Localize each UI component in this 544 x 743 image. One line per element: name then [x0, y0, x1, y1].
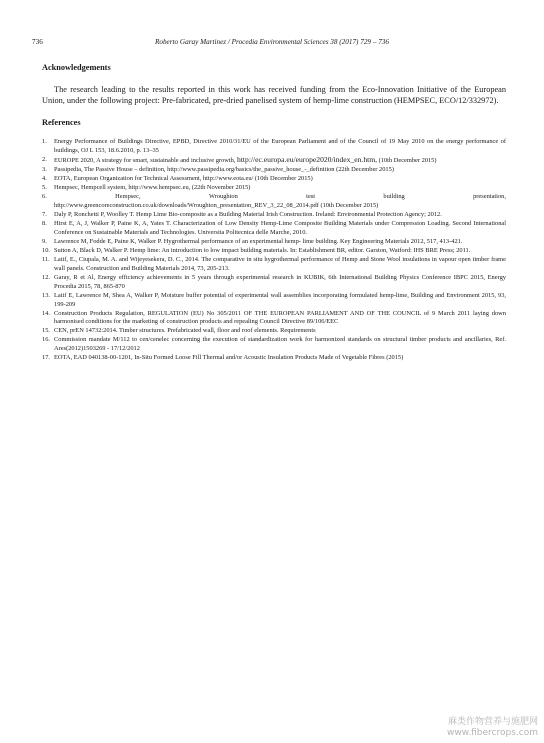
reference-first-line — [42, 193, 506, 202]
page-content — [42, 62, 506, 363]
reference-number: 14. — [42, 309, 50, 317]
reference-word: test — [306, 193, 316, 201]
reference-item-10 — [42, 247, 506, 256]
reference-date: (10th December 2015) — [378, 157, 437, 165]
reference-item-15 — [42, 327, 506, 336]
reference-text: Construction Products Regulation, REGULATION (EU) No 305/2011 OF THE EUROPEAN PARLIAMENT AND OF THE COUNCIL of 9 March 2011 laying down harmonised conditions for the marketing of construction products and repealing Council Directive 89/106/EEC — [54, 309, 506, 326]
reference-item-11 — [42, 256, 506, 274]
reference-item-4 — [42, 175, 506, 184]
reference-text: Latif E, Lawrence M, Shea A, Walker P, Moisture buffer potential of experimental wall assemblies incorporating formulated hemp-lime, Building and Environment 2015, 93, 199-209 — [54, 291, 506, 308]
references-heading: References — [42, 118, 81, 128]
reference-number: 4. — [42, 175, 47, 183]
reference-text: Sutton A, Black D, Walker P. Hemp lime: An introduction to low impact building materials. In: Establishment BR, editor. Garston, Watford: IHS BRE Press; 2011. — [54, 246, 471, 254]
acknowledgements-text: The research leading to the results reported in this work has received funding from the Eco-Innovation Initiative of the European Union, under the following project: Pre-fabricated, pre-dried panelised system of hemp-lime construction (HEMPSEC, ECO/12/332972). — [42, 85, 506, 106]
reference-number: 8. — [42, 219, 47, 227]
reference-number: 13. — [42, 291, 50, 299]
reference-text: Latif, E., Ciupala, M. A. and Wijeyesekera, D. C., 2014. The comparative in situ hygrothermal performance of Hemp and Stone Wool insulations in vapour open timber frame wall panels. Construction and Building Materials 2014, 73, 205-213. — [54, 255, 506, 272]
reference-item-5 — [42, 184, 506, 193]
reference-item-6 — [42, 193, 506, 211]
reference-word: Hempsec, — [115, 193, 141, 201]
reference-number: 7. — [42, 211, 47, 219]
reference-text: http://www.greencoreconstruction.co.uk/downloads/Wroughton_presentation_REV_3_22_08_2014.pdf (10th December 2015) — [54, 202, 379, 210]
page-header — [32, 38, 512, 50]
reference-item-17 — [42, 354, 506, 363]
reference-text: EOTA, European Organization for Technical Assessment, http://www.eota.eu/ (10th December 2015) — [54, 175, 313, 183]
reference-number: 11. — [42, 255, 50, 263]
reference-url: http://ec.europa.eu/europe2020/index_en.htm, — [237, 155, 378, 165]
reference-number: 17. — [42, 354, 50, 362]
reference-number: 6. — [42, 193, 47, 201]
reference-word: Wroughton — [208, 193, 238, 201]
reference-text: EOTA, EAD 040138-00-1201, In-Situ Formed Loose Fill Thermal and/or Acoustic Insulation Products Made of Vegetable Fibres (2015) — [54, 354, 404, 362]
reference-item-1 — [42, 138, 506, 156]
reference-item-8 — [42, 220, 506, 238]
watermark-url: www.fibercrops.com — [447, 728, 538, 738]
reference-text: Passipedia, The Passive House – definition, http://www.passipedia.org/basics/the_passive_house_-_definition (22th December 2015) — [54, 166, 394, 174]
reference-number: 12. — [42, 273, 50, 281]
reference-number: 10. — [42, 246, 50, 254]
reference-text: Hempsec, Hempcell system, http://www.hempsec.eu, (22th November 2015) — [54, 184, 251, 192]
reference-number: 5. — [42, 184, 47, 192]
reference-item-2 — [42, 156, 506, 166]
reference-text: Hirst E, A, J, Walker P, Paine K, A, Yates T. Characterization of Low Density Hemp-Lime Composite Building Materials under Compression Loading. Second International Conference on Sustainable Materials and Technologies. Universita Politecnica delle Marche, 2010. — [54, 219, 506, 236]
reference-number: 2. — [42, 156, 47, 164]
reference-item-7 — [42, 211, 506, 220]
reference-number: 9. — [42, 237, 47, 245]
reference-item-13 — [42, 292, 506, 310]
reference-item-9 — [42, 238, 506, 247]
reference-number: 3. — [42, 166, 47, 174]
reference-number: 16. — [42, 336, 50, 344]
reference-list — [42, 138, 506, 363]
reference-word: building — [383, 193, 405, 201]
watermark-chinese-text: 麻类作物营养与施肥网 — [447, 717, 538, 727]
reference-text: EUROPE 2020, A strategy for smart, sustainable and inclusive growth, — [54, 157, 236, 165]
reference-item-16 — [42, 336, 506, 354]
reference-text: CEN, prEN 14732:2014. Timber structures. Prefabricated wall, floor and roof elements. Requirements — [54, 327, 316, 335]
reference-item-3 — [42, 166, 506, 175]
reference-number: 15. — [42, 327, 50, 335]
reference-text: Commission mandate M/112 to cen/cenelec concerning the execution of standardization work for harmonized standards on structural timber products and ancillaries, Ref. Ares(2012)1503269 - 17/12/2012 — [54, 336, 506, 353]
reference-text: Garay, R et Al, Energy efficiency achievements in 5 years through experimental research in KUBIK, 6th International Building Physics Conference IBPC 2015, Energy Procedia 2015, 78, 865-870 — [54, 273, 506, 290]
reference-text: Energy Performance of Buildings Directive, EPBD, Directive 2010/31/EU of the European Parliament and of the Council of 19 May 2010 on the energy performance of buildings, OJ L 153, 18.6.2010, p. 13–35 — [54, 138, 506, 155]
reference-item-12 — [42, 274, 506, 292]
reference-text: Lawrence M, Fodde E, Paine K, Walker P. Hygrothermal performance of an experimental hemp- lime building. Key Engineering Materials 2012, 517, 413-421. — [54, 237, 463, 245]
acknowledgements-heading: Acknowledgements — [42, 63, 111, 72]
page-number: 736 — [32, 38, 43, 46]
reference-number: 1. — [42, 138, 47, 146]
site-watermark — [447, 717, 538, 739]
reference-word: presentation, — [473, 193, 506, 201]
reference-item-14 — [42, 310, 506, 328]
reference-text: Daly P, Ronchetti P, Woolley T. Hemp Lime Bio-composite as a Building Material Irish Construction. Ireland: Environmental Protection Agency; 2012. — [54, 211, 442, 219]
running-title: Roberto Garay Martinez / Procedia Environmental Sciences 38 (2017) 729 – 736 — [154, 38, 389, 46]
